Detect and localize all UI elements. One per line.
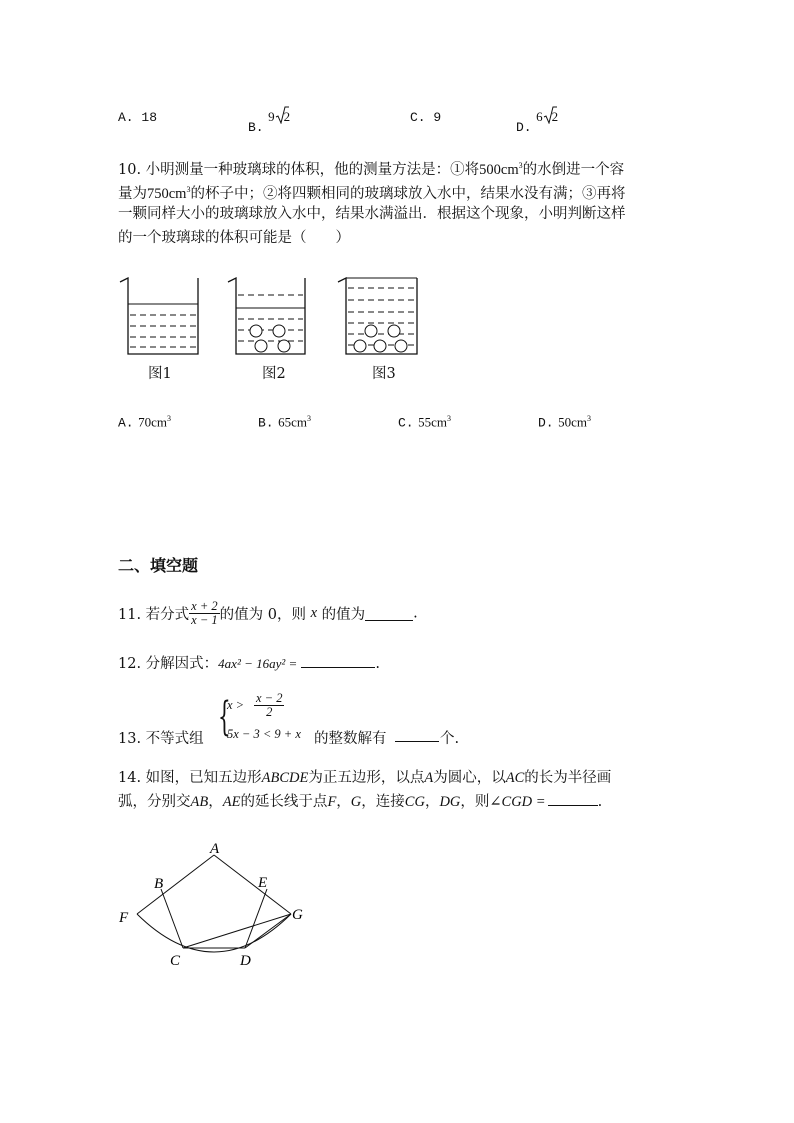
q10-option-d: D. $50cm^3$ bbox=[538, 414, 591, 431]
label-g: G bbox=[292, 907, 303, 923]
q13-answer-blank[interactable] bbox=[395, 727, 439, 742]
q14-line-2: 弧，分别交AB，AE的延长线于点F，G，连接CG，DG，则∠CGD = . bbox=[118, 791, 678, 813]
q9-option-a: A. 18 bbox=[118, 110, 158, 125]
q13-fraction: $\frac{x - 2}{2}$ bbox=[256, 691, 283, 719]
fig-label-1: 图1 bbox=[148, 366, 172, 382]
q9-option-d bbox=[516, 106, 559, 135]
q9-option-b-coef: 9 bbox=[268, 109, 275, 124]
q11: 11. 若分式 $\frac{x + 2}{x - 1}$ 的值为 0，则 x 的值为 . bbox=[118, 599, 418, 627]
beaker-2 bbox=[228, 278, 305, 354]
fig-label-3: 图3 bbox=[372, 366, 396, 382]
system-brace: { bbox=[218, 694, 231, 740]
q10-option-b: B. $65cm^3$ bbox=[258, 414, 311, 431]
pentagon-figure bbox=[110, 835, 330, 970]
q14-line-1: 14. 如图，已知五边形ABCDE为正五边形，以点A为圆心，以AC的长为半径画 bbox=[118, 770, 612, 786]
q9-option-b-label: B. bbox=[248, 120, 264, 135]
label-e: E bbox=[258, 875, 268, 891]
q9-option-d-rad: 2 bbox=[551, 109, 559, 124]
label-d: D bbox=[240, 953, 251, 969]
q9-option-b-rad: 2 bbox=[283, 109, 291, 124]
q10-line-3: 一颗同样大小的玻璃球放入水中，结果水满溢出．根据这个现象，小明判断这样 bbox=[118, 206, 626, 222]
q10-option-c: C. $55cm^3$ bbox=[398, 414, 451, 431]
q14-answer-blank[interactable] bbox=[548, 791, 598, 806]
q10-line-1: 10. 小明测量一种玻璃球的体积，他的测量方法是：①将$500cm^3$的水倒进一个容 bbox=[118, 161, 625, 178]
fig-label-2: 图2 bbox=[262, 366, 286, 382]
q9-option-b bbox=[248, 106, 291, 135]
q10-line-4: 的一个玻璃球的体积可能是（ ） bbox=[118, 230, 350, 246]
beaker-3 bbox=[338, 278, 417, 354]
q12-expression: 4ax² − 16ay² = bbox=[218, 656, 298, 671]
q10-line-2: 量为$750cm^3$的杯子中；②将四颗相同的玻璃球放入水中，结果水没有满；③再将 bbox=[118, 185, 626, 202]
beaker-1 bbox=[120, 278, 198, 354]
section-title-fill-in: 二、填空题 bbox=[118, 556, 199, 575]
q9-option-d-label: D. bbox=[516, 120, 532, 135]
q9-option-c: C. 9 bbox=[410, 110, 442, 125]
q11-answer-blank[interactable] bbox=[365, 606, 413, 621]
label-f: F bbox=[119, 910, 129, 926]
q11-fraction: $\frac{x + 2}{x - 1}$ bbox=[191, 599, 218, 627]
q9-option-d-coef: 6 bbox=[536, 109, 543, 124]
q10-option-a: A. $70cm^3$ bbox=[118, 414, 171, 431]
q12: 12. 分解因式：4ax² − 16ay² = . bbox=[118, 652, 380, 673]
label-b: B bbox=[154, 876, 164, 892]
q12-answer-blank[interactable] bbox=[301, 653, 375, 668]
label-c: C bbox=[170, 953, 181, 969]
label-a: A bbox=[210, 841, 220, 857]
